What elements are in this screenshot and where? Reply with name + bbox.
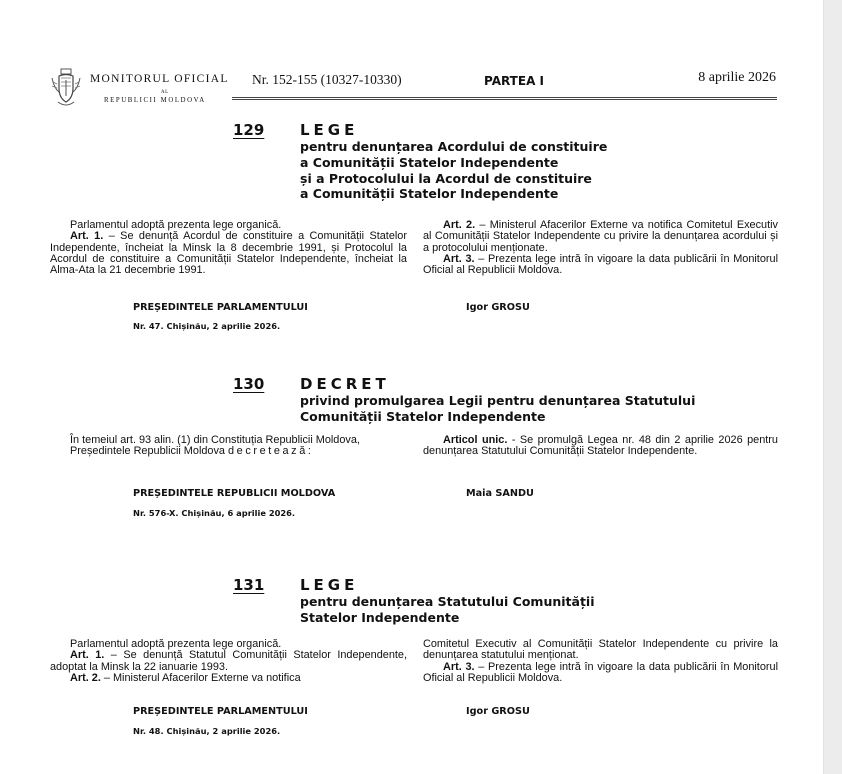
decree-prefix: Președintele Republicii Moldova <box>70 445 228 458</box>
act-reference: Nr. 576-X. Chișinău, 6 aprilie 2026. <box>133 508 296 518</box>
article-label: Art. 3. <box>443 660 475 673</box>
act-title-line: Statelor Independente <box>300 609 460 625</box>
signatory-title: PREȘEDINTELE PARLAMENTULUI <box>133 706 308 717</box>
signatory-title: PREȘEDINTELE PARLAMENTULUI <box>133 302 308 313</box>
act-title <box>300 139 607 202</box>
part-label: PARTEA I <box>484 74 544 88</box>
act-type: LEGE <box>300 121 359 139</box>
article-text: – Se denunță Statutul Comunității Statelor Independente, adoptat la Minsk la 22 ianuarie 1993. <box>50 649 407 673</box>
issue-date: 8 aprilie 2026 <box>698 70 776 85</box>
act-title-line: pentru denunțarea Statutului Comunității <box>300 594 595 609</box>
article-label: Art. 2. <box>443 219 476 231</box>
act-number: 131 <box>233 576 265 594</box>
article-text: – Prezenta lege intră în vigoare la data publicării în Monitorul Oficial al Republicii Moldova. <box>423 252 778 277</box>
act-title-line: pentru denunțarea Acordului de constituire <box>300 139 608 154</box>
article-1 <box>50 231 407 276</box>
act-intro: Parlamentul adoptă prezenta lege organică. <box>70 638 282 650</box>
left-column <box>50 435 407 458</box>
act-title-line: a Comunității Statelor Independente <box>300 154 559 170</box>
article-text: – Ministerul Afacerilor Externe va notifica <box>100 671 301 684</box>
masthead-title: MONITORUL OFICIAL <box>90 73 229 85</box>
article-label: Articol unic. <box>443 434 508 446</box>
signatory-name: Igor GROSU <box>466 706 530 717</box>
article-text: - Se promulgă Legea nr. 48 din 2 aprilie 2026 pentru denunțarea Statutului Comunității Statelor Independente. <box>423 434 778 458</box>
article-2 <box>423 220 778 254</box>
article-3 <box>423 662 778 685</box>
article-text: – Se denunță Acordul de constituire a Comunității Statelor Independente, încheiat la Minsk la 8 decembrie 1991, și Protocolul la Acordul de constituire a Comunității Statelor Independente, încheiat la Alma-Ata la 21 decembrie 1991. <box>50 230 407 277</box>
article-1 <box>50 650 407 673</box>
article-label: Art. 1. <box>70 649 105 662</box>
decree-line <box>50 446 407 457</box>
masthead-al: AL <box>161 90 169 95</box>
left-column <box>50 220 407 276</box>
signatory-title: PREȘEDINTELE REPUBLICII MOLDOVA <box>133 488 336 499</box>
signatory-name: Maia SANDU <box>466 488 534 499</box>
act-title <box>300 594 594 626</box>
act-number: 129 <box>233 121 265 139</box>
act-title <box>300 393 695 425</box>
article-unique <box>423 435 778 458</box>
act-type: LEGE <box>300 576 359 594</box>
act-title-line: privind promulgarea Legii pentru denunțarea Statutului <box>300 393 696 408</box>
article-label: Art. 2. <box>70 671 101 684</box>
coat-of-arms-icon <box>50 68 82 108</box>
act-title-line: și a Protocolului la Acordul de constituire <box>300 170 592 186</box>
vertical-scrollbar[interactable] <box>823 0 842 774</box>
act-number: 130 <box>233 375 265 393</box>
act-title-line: a Comunității Statelor Independente <box>300 186 559 202</box>
act-intro: În temeiul art. 93 alin. (1) din Constituția Republicii Moldova, <box>70 434 360 446</box>
article-text: – Ministerul Afacerilor Externe va notifica Comitetul Executiv al Comunității Statelor Independente cu privire la denunțarea acordului și a protocolului menționate. <box>423 219 778 254</box>
act-reference: Nr. 48. Chișinău, 2 aprilie 2026. <box>133 726 281 736</box>
signatory-name: Igor GROSU <box>466 302 530 313</box>
article-label: Art. 3. <box>443 252 475 265</box>
right-column <box>423 639 778 684</box>
article-3 <box>423 254 778 277</box>
article-label: Art. 1. <box>70 230 104 243</box>
header-rule <box>232 97 777 100</box>
article-2 <box>50 673 407 684</box>
act-type: DECRET <box>300 375 390 393</box>
decree-word: decretează: <box>228 445 314 458</box>
right-column <box>423 435 778 458</box>
article-2-continued: Comitetul Executiv al Comunității Statelor Independente cu privire la denunțarea statutului menționat. <box>423 638 778 662</box>
act-intro: Parlamentul adoptă prezenta lege organică. <box>70 219 282 231</box>
act-title-line: Comunității Statelor Independente <box>300 408 546 424</box>
right-column <box>423 220 778 276</box>
issue-number: Nr. 152-155 (10327-10330) <box>252 72 402 87</box>
left-column <box>50 639 407 684</box>
article-text: – Prezenta lege intră în vigoare la data publicării în Monitorul Oficial al Republicii Moldova. <box>423 660 778 684</box>
masthead-subtitle: REPUBLICII MOLDOVA <box>104 97 206 104</box>
act-reference: Nr. 47. Chișinău, 2 aprilie 2026. <box>133 321 281 331</box>
